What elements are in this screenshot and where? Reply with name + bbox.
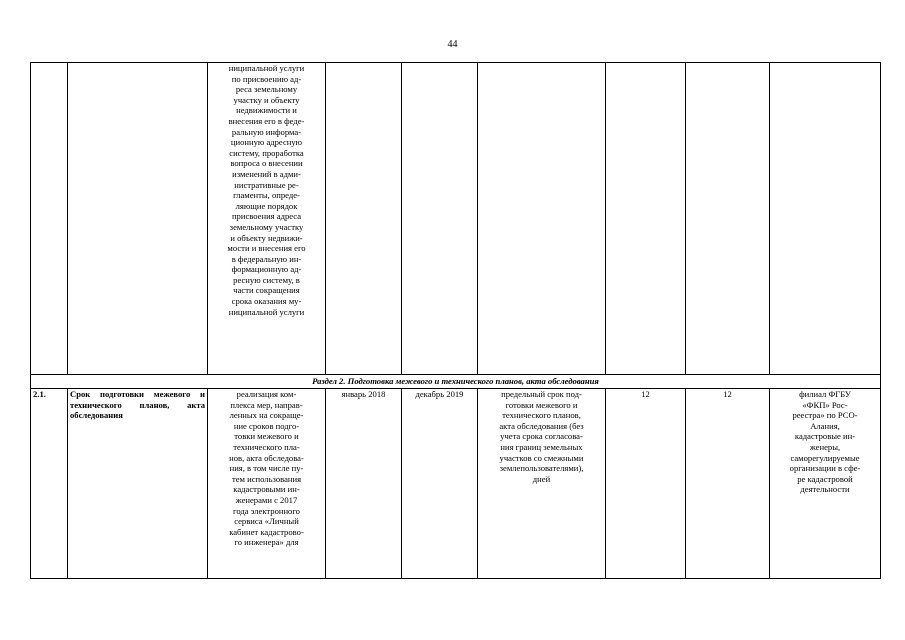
continuation-row: [31, 63, 881, 375]
text-line: ральную информа-: [231, 126, 302, 137]
row-action: [208, 389, 326, 579]
section-title: Раздел 2. Подготовка межевого и технического планов, акта обследования: [31, 375, 881, 389]
text-line: в федеральную ин-: [231, 253, 302, 264]
text-line: систему, проработка: [229, 147, 304, 158]
text-line: реса земельному: [235, 84, 298, 95]
text-line: готовки межевого и: [505, 399, 578, 410]
cell-end: [402, 63, 478, 375]
text-line: по присвоению ад-: [231, 73, 302, 84]
text-line: реестра» по РСО-: [792, 410, 858, 421]
cell-number: [31, 63, 68, 375]
cell-value-2: [686, 63, 770, 375]
text-line: го инженера» для: [234, 537, 299, 548]
text-line: ния, в том числе пу-: [229, 463, 304, 474]
text-line: землепользователями),: [499, 463, 584, 474]
text-line: дней: [532, 473, 551, 484]
text-line: года электронного: [233, 505, 300, 516]
text-line: гламенты, опреде-: [233, 190, 300, 201]
text-line: кабинет кадастрово-: [229, 526, 304, 537]
text-line: присвоения адреса: [231, 211, 302, 222]
page-number: 44: [447, 39, 458, 50]
cell-action: [208, 63, 326, 375]
row-value-1: 12: [606, 389, 686, 579]
text-line: мости и внесения его: [227, 243, 306, 254]
text-line: женерами с 2017: [235, 494, 298, 505]
cell-indicator: [68, 63, 208, 375]
text-line: технического пла-: [233, 441, 300, 452]
text-line: срока оказания му-: [231, 296, 302, 307]
text-line: сервиса «Личный: [234, 516, 299, 527]
text-line: саморегулируемые: [790, 452, 860, 463]
text-line: земельному участку: [229, 221, 304, 232]
text-line: филиал ФГБУ: [799, 389, 851, 399]
row-responsible: [770, 389, 881, 579]
text-line: предельный срок под-: [501, 389, 582, 399]
row-end-date: декабрь 2019: [402, 389, 478, 579]
text-line: ляющие порядок: [235, 200, 298, 211]
text-line: ние сроков подго-: [233, 420, 300, 431]
text-line: ленных на сокраще-: [229, 410, 304, 421]
text-line: нов, акта обследова-: [229, 452, 304, 463]
cell-responsible: [770, 63, 881, 375]
text-line: ре кадастровой: [797, 473, 853, 484]
text-line: вопроса о внесении: [230, 158, 303, 169]
text-line: тем использования: [231, 473, 302, 484]
text-line: кадастровыми ин-: [233, 484, 300, 495]
text-line: «ФКП» Рос-: [802, 399, 848, 410]
row-start-date: январь 2018: [326, 389, 402, 579]
text-line: участку и объекту: [233, 94, 300, 105]
text-line: нистративные ре-: [234, 179, 299, 190]
section-row: [31, 375, 881, 389]
table-row-2-1: [31, 389, 881, 579]
text-line: товки межевого и: [234, 431, 299, 442]
text-line: ниципальной услуги: [228, 63, 305, 73]
text-line: Алания,: [810, 420, 840, 431]
plan-table: [30, 62, 881, 579]
text-line: технического планов,: [502, 410, 581, 421]
text-line: плекса мер, направ-: [230, 399, 303, 410]
text-line: внесения его в феде-: [228, 115, 305, 126]
text-line: акта обследования (без: [499, 420, 584, 431]
text-line: ниципальной услуги: [228, 306, 305, 317]
text-line: недвижимости и: [236, 105, 297, 116]
text-line: кадастровые ин-: [794, 431, 856, 442]
cell-indicator-name: [478, 63, 606, 375]
text-line: ния границ земельных: [500, 441, 583, 452]
row-indicator: Срок подготовки межевого и технического планов, акта обследования: [68, 389, 208, 579]
text-line: участков со смежными: [499, 452, 584, 463]
text-line: изменений в адми-: [232, 168, 301, 179]
text-line: ресную систему, в: [233, 274, 300, 285]
text-line: и объекту недвижи-: [230, 232, 303, 243]
text-line: реализация ком-: [236, 389, 297, 399]
text-line: формационную ад-: [231, 264, 302, 275]
text-line: части сокращения: [233, 285, 300, 296]
text-line: женеры,: [809, 441, 841, 452]
text-line: деятельности: [800, 484, 850, 495]
cell-start: [326, 63, 402, 375]
text-line: организации в сфе-: [789, 463, 861, 474]
text-line: ционную адресную: [230, 137, 303, 148]
row-value-2: 12: [686, 389, 770, 579]
cell-value-1: [606, 63, 686, 375]
row-number: 2.1.: [31, 389, 68, 579]
row-indicator-name: [478, 389, 606, 579]
text-line: учета срока согласова-: [500, 431, 583, 442]
